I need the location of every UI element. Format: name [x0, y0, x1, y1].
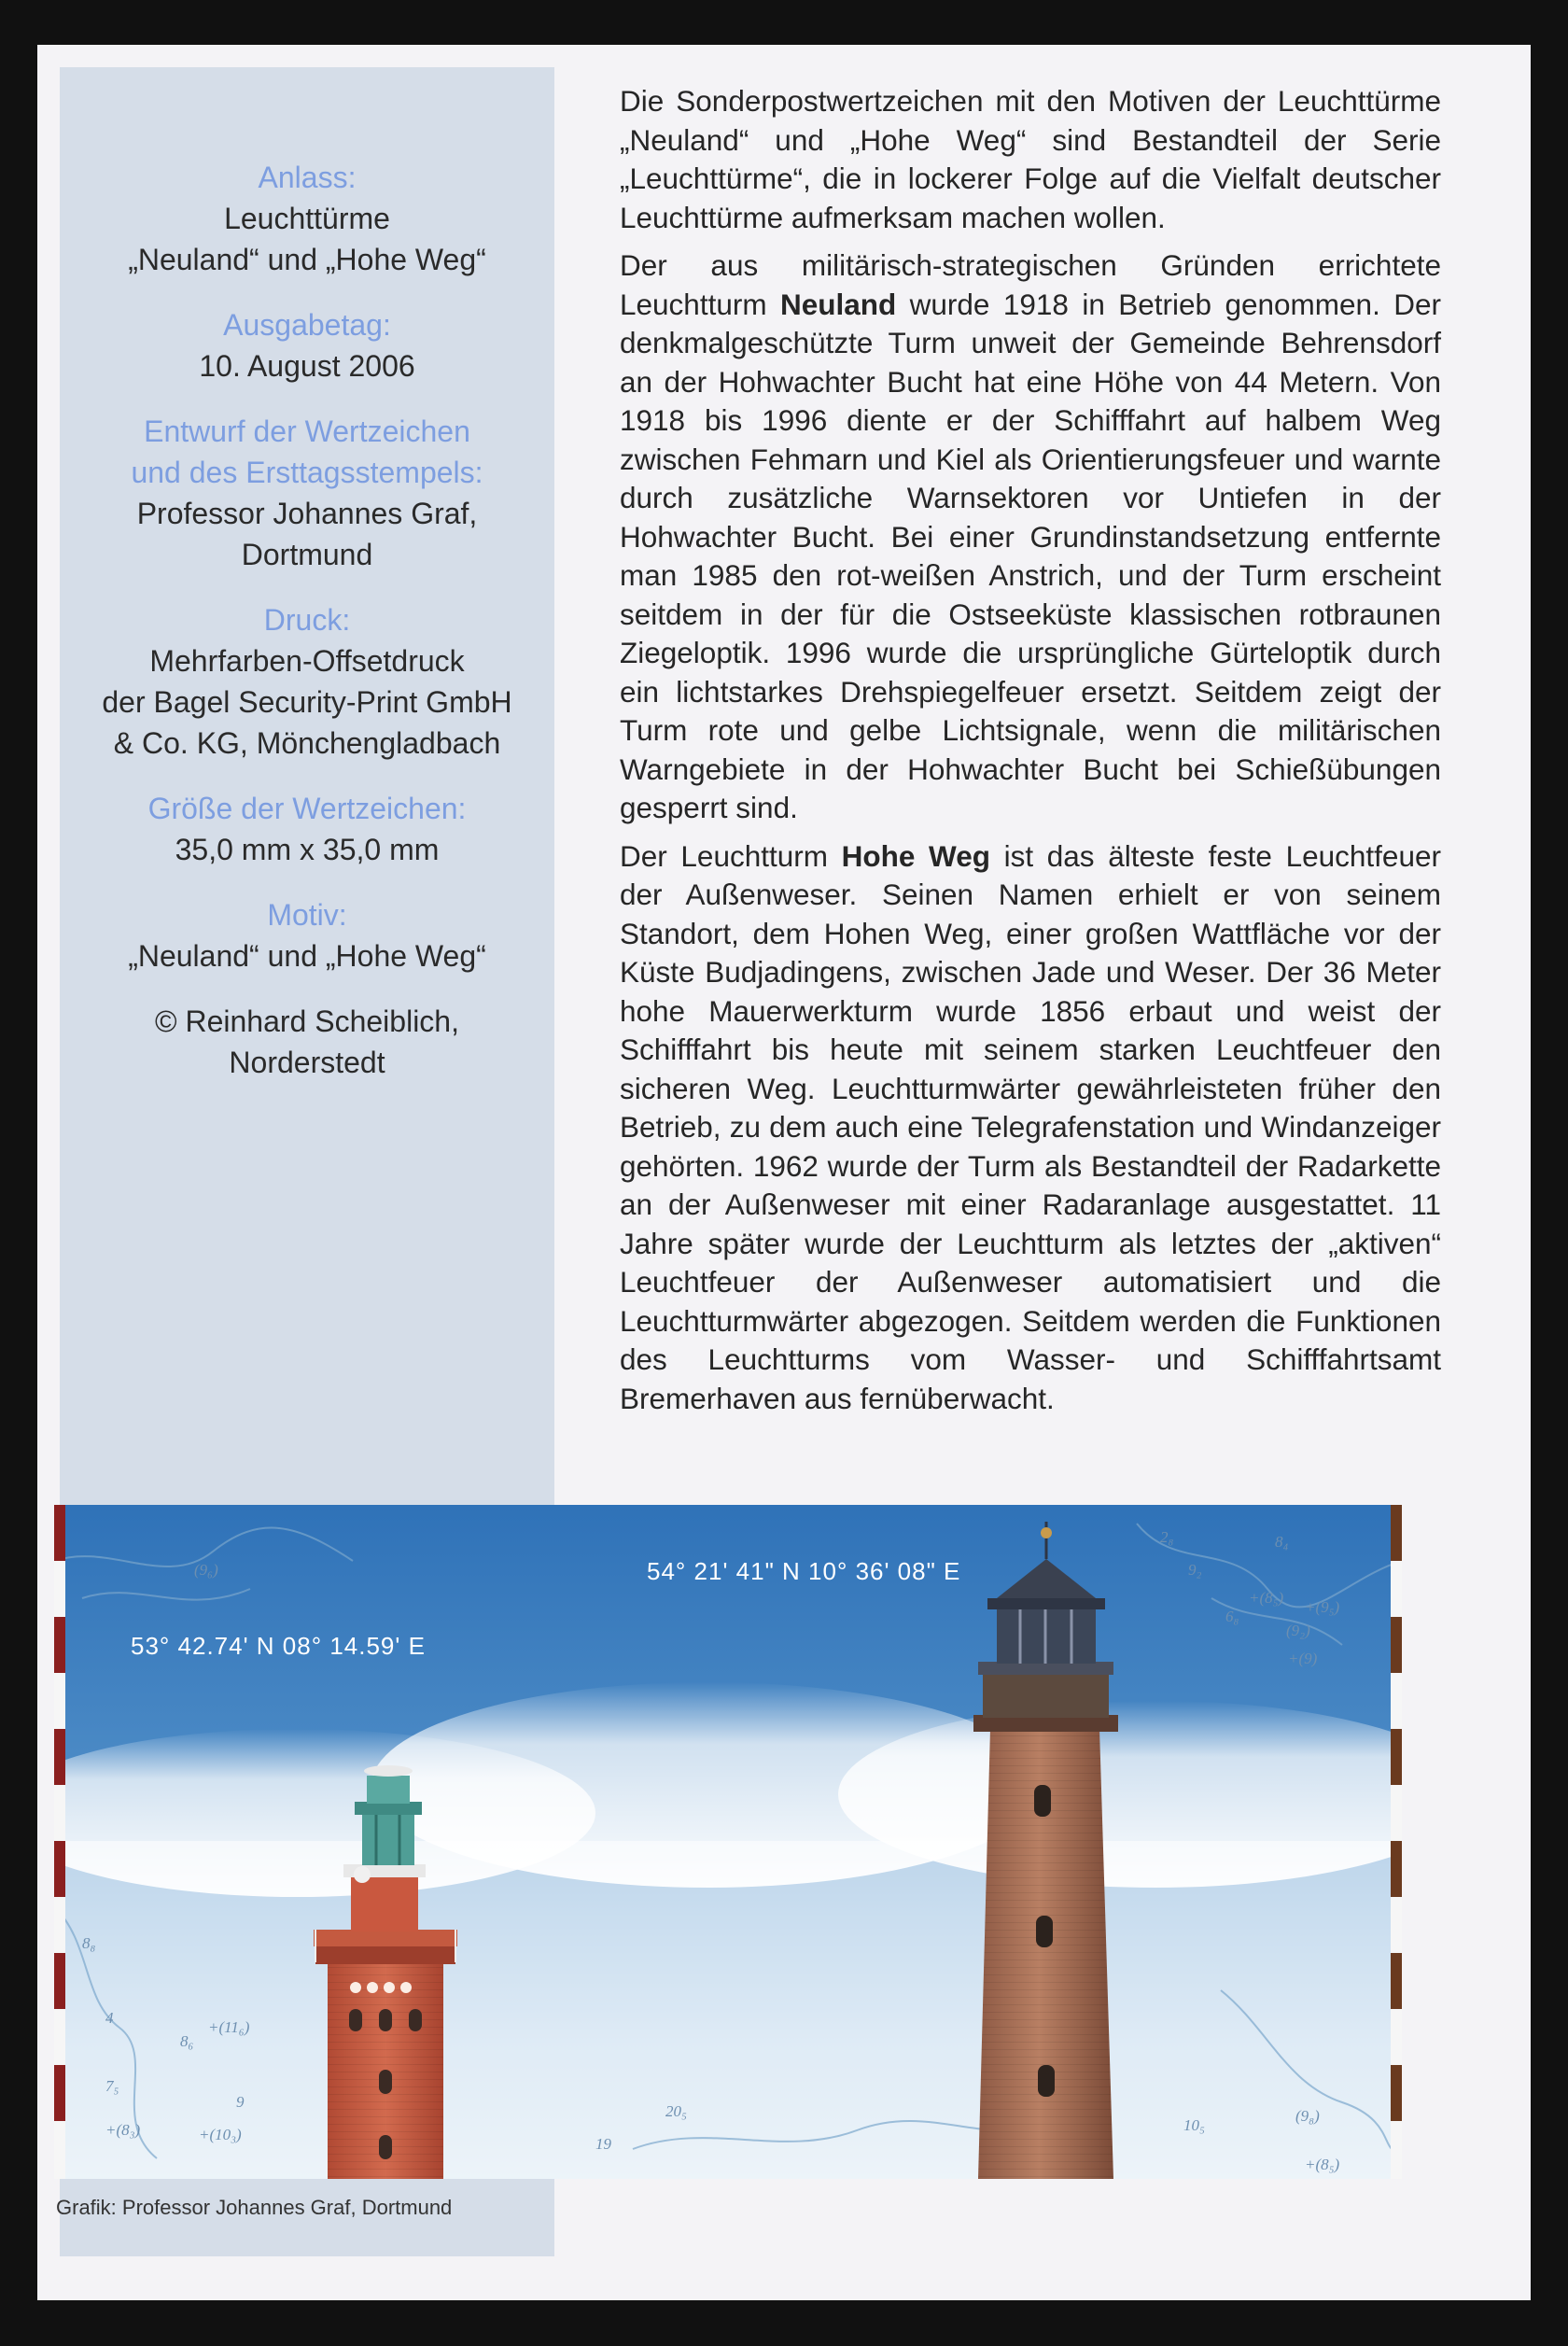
sidebar-block-groesse [60, 788, 554, 870]
chart-number: 9₂ [1188, 1561, 1202, 1579]
text-span: ist das älteste feste Leuchtfeuer der Außenweser. Seinen Namen erhielt er von seinem Standort, dem Hohen Weg, einer großen Wattfläche vor der Küste Budjadingens, zwischen Jade und Weser. Der 36 Meter hohe Mauerwerkturm wurde 1856 erbaut und weist der Schifffahrt bis heute mit seinem starken Leuchtfeuer den sicheren Weg. Leuchtturmwärter gewährleisteten früher den Betrieb, zu dem auch eine Telegrafenstation und Windanzeiger gehörten. 1962 wurde der Turm als Bestandteil der Radarkette an der Außenweser mit einer Radaranlage ausgestattet. 11 Jahre später wurde der Leuchtturm als letztes der „aktiven“ Leuchtfeuer der Außenweser automatisiert und die Leuchtturmwärter abgezogen. Seitdem werden die Funktionen des Leuchtturms vom Wasser- und Schifffahrtsamt Bremerhaven aus fernüberwacht. [620, 838, 1441, 1415]
chart-number: +(11₆) [208, 2018, 250, 2036]
chart-number: +(9₅) [1305, 1598, 1340, 1616]
coordinates-hohe-weg: 54° 21' 41" N 10° 36' 08" E [647, 1557, 961, 1585]
value-line: Leuchttürme [224, 202, 390, 235]
chart-number: +(8₃) [105, 2121, 141, 2139]
chart-number: 4 [105, 2009, 114, 2027]
sidebar-block-anlass [60, 157, 554, 280]
chart-number: (9₆) [194, 1561, 218, 1579]
chart-number: +(9) [1288, 1650, 1318, 1667]
label-motiv: Motiv: [267, 898, 347, 932]
bold-hohe-weg: Hohe Weg [841, 838, 990, 873]
sidebar-block-ausgabetag [60, 304, 554, 386]
sidebar-block-druck [60, 599, 554, 764]
lighthouse-graphic [54, 1505, 1402, 2179]
chart-number: 19 [595, 2135, 611, 2153]
chart-number: 2₈ [1160, 1528, 1174, 1546]
sidebar-copyright [60, 1001, 554, 1083]
chart-number: 6₈ [1225, 1608, 1239, 1625]
chart-number: 8₄ [1275, 1533, 1289, 1551]
text-span: wurde 1918 in Betrieb genommen. Der denkmalgeschützte Turm unweit der Gemeinde Behrensdorf an der Hohwachter Bucht hat eine Höhe von 44 Metern. Von 1918 bis 1996 diente er der Schifffahrt auf halbem Weg zwischen Fehmarn und Kiel als Orientierungsfeuer und warnte durch zusätzliche Warnsektoren vor Untiefen in der Hohwachter Bucht. Bei einer Grundinstandsetzung entfernte man 1985 den rot-weißen Anstrich, und der Turm erscheint seitdem in der für die Ostseeküste klassischen rotbraunen Ziegeloptik. 1996 wurde die ursprüngliche Gürteloptik durch ein lichtstarkes Drehspiegelfeuer ersetzt. Seitdem zeigt der Turm rote und gelbe Lichtsignale, wenn die militärischen Warngebiete in der Hohwachter Bucht bei Schießübungen gesperrt sind. [620, 287, 1441, 824]
chart-number: +(10₃) [199, 2126, 242, 2143]
value-line: Professor Johannes Graf, [136, 497, 478, 530]
graphic-caption: Grafik: Professor Johannes Graf, Dortmund [56, 2196, 453, 2219]
frame-ruler-left [54, 1505, 65, 2179]
label-entwurf: Entwurf der Wertzeichen [144, 414, 470, 448]
value-line: & Co. KG, Mönchengladbach [113, 726, 501, 760]
chart-number: (9₂) [1286, 1622, 1310, 1639]
hohe-weg-lighthouse [973, 1522, 1118, 2179]
value-line: „Neuland“ und „Hohe Weg“ [128, 243, 486, 276]
label-druck: Druck: [263, 603, 351, 637]
label-anlass: Anlass: [258, 161, 357, 194]
paragraph-neuland [620, 246, 1441, 828]
chart-number: 7₅ [105, 2077, 119, 2095]
value-line: Mehrfarben-Offsetdruck [149, 644, 465, 678]
chart-number: 10₅ [1183, 2116, 1205, 2134]
chart-number: 20₅ [665, 2102, 687, 2120]
chart-number: 9 [236, 2093, 245, 2111]
frame-ruler-right [1391, 1505, 1402, 2179]
label-entwurf-2: und des Ersttagsstempels: [131, 456, 483, 489]
chart-number: 8₈ [82, 1934, 96, 1952]
chart-number: +(8₅) [1249, 1589, 1284, 1607]
label-ausgabetag: Ausgabetag: [223, 308, 391, 342]
value-line: 35,0 mm x 35,0 mm [175, 833, 440, 866]
value-line: „Neuland“ und „Hohe Weg“ [128, 939, 486, 973]
cloud-layer [54, 1682, 1402, 2179]
copyright-line: Norderstedt [229, 1046, 385, 1079]
bold-neuland: Neuland [779, 287, 897, 321]
paragraph-hohe-weg [620, 837, 1441, 1419]
chart-number: 8₆ [180, 2032, 194, 2050]
copyright-line: © Reinhard Scheiblich, [155, 1004, 459, 1038]
sidebar-block-motiv [60, 894, 554, 976]
coordinates-neuland: 53° 42.74' N 08° 14.59' E [131, 1632, 426, 1660]
sidebar-block-entwurf [60, 411, 554, 575]
sidebar-content [60, 157, 554, 1107]
value-line: 10. August 2006 [199, 349, 415, 383]
paragraph-intro: Die Sonderpostwertzeichen mit den Motiven der Leuchttürme „Neuland“ und „Hohe Weg“ sind Bestandteil der Serie „Leuchttürme“, die in lockerer Folge auf die Vielfalt deutscher Leuchttürme aufmerksam machen wollen. [620, 84, 1441, 234]
lighthouse-illustration [54, 1505, 1402, 2179]
text-span: Der Leuchtturm [620, 838, 842, 873]
text-span: Der aus militärisch-strategischen Gründen errichtete Leuchtturm [620, 248, 1441, 321]
value-line: Dortmund [241, 538, 373, 571]
article-text [620, 82, 1441, 1427]
value-line: der Bagel Security-Print GmbH [102, 685, 512, 719]
label-groesse: Größe der Wertzeichen: [147, 792, 467, 825]
chart-number: (9₈) [1295, 2107, 1320, 2125]
chart-number: +(8₅) [1305, 2156, 1340, 2173]
